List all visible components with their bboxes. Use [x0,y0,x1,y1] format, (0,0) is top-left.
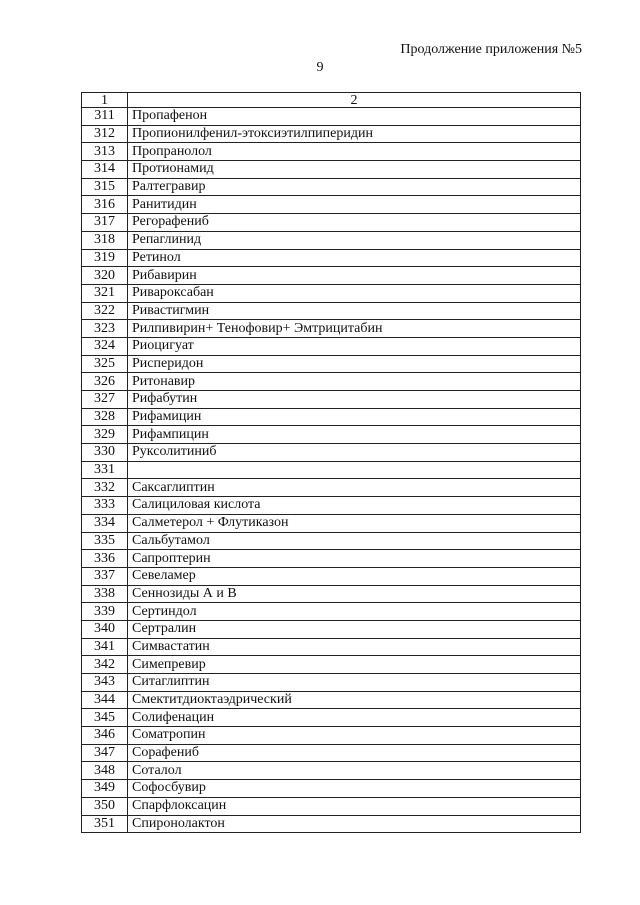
drug-name-cell: Пропионилфенил-этоксиэтилпиперидин [128,125,581,143]
row-number-cell: 343 [82,674,128,692]
row-number-cell: 340 [82,620,128,638]
table-row [82,567,581,585]
drug-name-cell: Рифамицин [128,408,581,426]
row-number-cell: 342 [82,656,128,674]
table-row [82,727,581,745]
table-row [82,815,581,833]
column-header-name: 2 [128,93,581,108]
drug-name-cell: Солифенацин [128,709,581,727]
table-row [82,125,581,143]
drug-name-cell: Сертралин [128,620,581,638]
row-number-cell: 321 [82,284,128,302]
table-row [82,780,581,798]
row-number-cell: 323 [82,320,128,338]
row-number-cell: 320 [82,267,128,285]
row-number-cell: 331 [82,461,128,479]
table-row [82,709,581,727]
drug-name-cell: Сальбутамол [128,532,581,550]
drug-name-cell: Салициловая кислота [128,497,581,515]
table-row [82,373,581,391]
table-row [82,638,581,656]
drug-name-cell: Рисперидон [128,355,581,373]
row-number-cell: 339 [82,603,128,621]
row-number-cell: 311 [82,108,128,126]
drug-name-cell: Сапроптерин [128,550,581,568]
table-row [82,479,581,497]
row-number-cell: 325 [82,355,128,373]
drug-list-table [81,92,581,833]
row-number-cell: 317 [82,214,128,232]
row-number-cell: 329 [82,426,128,444]
appendix-continuation-note: Продолжение приложения №5 [400,42,582,57]
row-number-cell: 336 [82,550,128,568]
row-number-cell: 333 [82,497,128,515]
table-row [82,620,581,638]
drug-name-cell: Рибавирин [128,267,581,285]
drug-name-cell: Ситаглиптин [128,674,581,692]
drug-name-cell: Севеламер [128,567,581,585]
row-number-cell: 319 [82,249,128,267]
row-number-cell: 338 [82,585,128,603]
table-row [82,691,581,709]
table-row [82,302,581,320]
drug-name-cell: Рифабутин [128,391,581,409]
drug-name-cell: Риоцигуат [128,337,581,355]
drug-name-cell: Протионамид [128,161,581,179]
drug-name-cell: Пропранолол [128,143,581,161]
table-row [82,461,581,479]
row-number-cell: 348 [82,762,128,780]
table-row [82,337,581,355]
drug-name-cell: Ранитидин [128,196,581,214]
row-number-cell: 315 [82,178,128,196]
drug-name-cell: Сеннозиды А и В [128,585,581,603]
table-row [82,161,581,179]
table-row [82,550,581,568]
table-row [82,108,581,126]
table-row [82,267,581,285]
table-row [82,143,581,161]
table-row [82,231,581,249]
row-number-cell: 349 [82,780,128,798]
column-header-number: 1 [82,93,128,108]
table-row [82,355,581,373]
row-number-cell: 312 [82,125,128,143]
table-row [82,249,581,267]
row-number-cell: 350 [82,797,128,815]
row-number-cell: 347 [82,744,128,762]
table-row [82,674,581,692]
drug-name-cell [128,461,581,479]
row-number-cell: 328 [82,408,128,426]
table-body [82,108,581,833]
table-row [82,762,581,780]
table-row [82,426,581,444]
row-number-cell: 341 [82,638,128,656]
table-row [82,196,581,214]
drug-name-cell: Саксаглиптин [128,479,581,497]
row-number-cell: 334 [82,514,128,532]
table-row [82,320,581,338]
table-row [82,514,581,532]
row-number-cell: 326 [82,373,128,391]
drug-name-cell: Репаглинид [128,231,581,249]
table-row [82,214,581,232]
drug-name-cell: Салметерол + Флутиказон [128,514,581,532]
drug-name-cell: Рилпивирин+ Тенофовир+ Эмтрицитабин [128,320,581,338]
row-number-cell: 316 [82,196,128,214]
row-number-cell: 344 [82,691,128,709]
table-row [82,178,581,196]
drug-name-cell: Рифампицин [128,426,581,444]
table-row [82,284,581,302]
table-row [82,532,581,550]
row-number-cell: 324 [82,337,128,355]
drug-name-cell: Смектитдиоктаэдрический [128,691,581,709]
table-row [82,603,581,621]
drug-name-cell: Симвастатин [128,638,581,656]
drug-name-cell: Руксолитиниб [128,444,581,462]
row-number-cell: 351 [82,815,128,833]
drug-name-cell: Соматропин [128,727,581,745]
drug-name-cell: Соталол [128,762,581,780]
drug-name-cell: Сорафениб [128,744,581,762]
table-header [82,93,581,108]
drug-name-cell: Ретинол [128,249,581,267]
row-number-cell: 335 [82,532,128,550]
drug-name-cell: Ритонавир [128,373,581,391]
row-number-cell: 313 [82,143,128,161]
table-row [82,656,581,674]
row-number-cell: 346 [82,727,128,745]
drug-name-cell: Пропафенон [128,108,581,126]
table-row [82,797,581,815]
row-number-cell: 345 [82,709,128,727]
row-number-cell: 327 [82,391,128,409]
drug-name-cell: Ривастигмин [128,302,581,320]
page-number: 9 [316,60,324,75]
row-number-cell: 337 [82,567,128,585]
table-row [82,744,581,762]
drug-name-cell: Софосбувир [128,780,581,798]
row-number-cell: 322 [82,302,128,320]
drug-name-cell: Регорафениб [128,214,581,232]
table-header-row [82,93,581,108]
table-row [82,585,581,603]
table-row [82,391,581,409]
row-number-cell: 318 [82,231,128,249]
drug-name-cell: Ривароксабан [128,284,581,302]
row-number-cell: 332 [82,479,128,497]
row-number-cell: 314 [82,161,128,179]
drug-name-cell: Сертиндол [128,603,581,621]
table-row [82,444,581,462]
table-row [82,497,581,515]
drug-name-cell: Симепревир [128,656,581,674]
row-number-cell: 330 [82,444,128,462]
drug-name-cell: Спиронолактон [128,815,581,833]
drug-name-cell: Спарфлоксацин [128,797,581,815]
drug-name-cell: Ралтегравир [128,178,581,196]
table-row [82,408,581,426]
